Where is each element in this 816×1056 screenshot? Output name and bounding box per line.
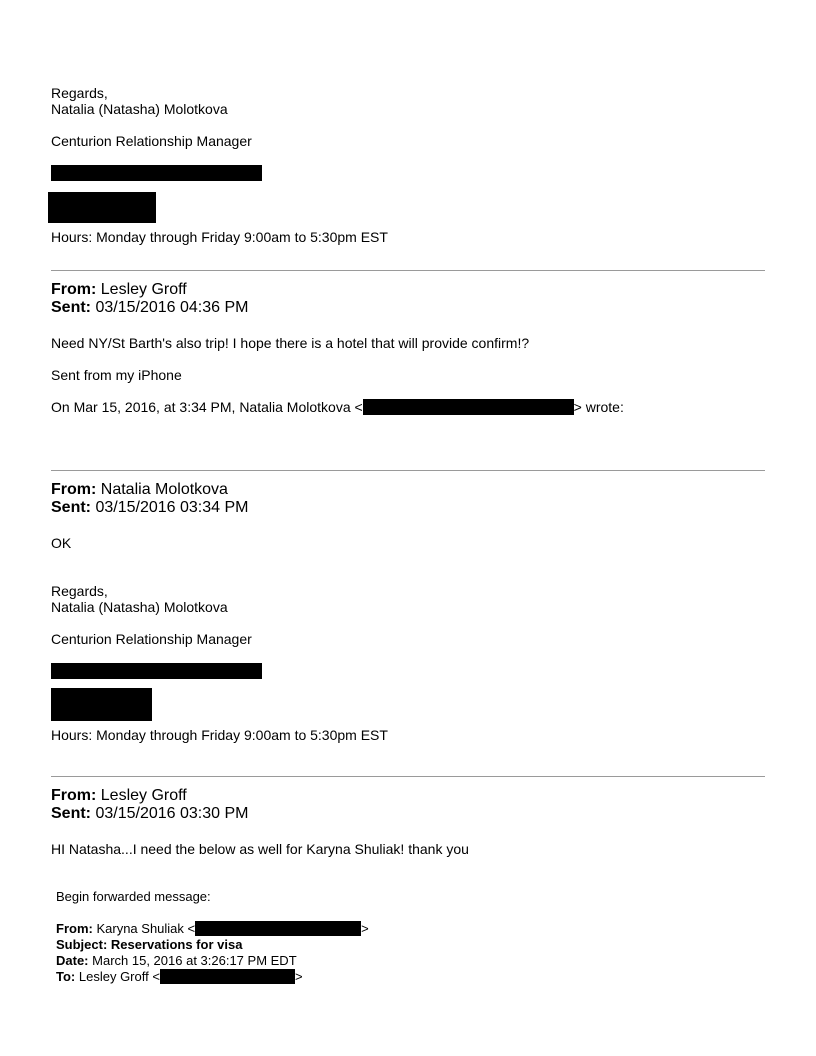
forward-to-label: To:	[56, 969, 76, 984]
forward-subject-label: Subject:	[56, 937, 108, 952]
forward-intro: Begin forwarded message:	[56, 889, 211, 904]
redaction-bar	[195, 921, 361, 936]
office-hours: Hours: Monday through Friday 9:00am to 5:30pm EST	[51, 229, 388, 245]
from-value: Lesley Groff	[100, 281, 187, 298]
redaction-bar	[363, 399, 574, 415]
quote-suffix: > wrote:	[573, 399, 624, 415]
sent-label: Sent:	[51, 299, 91, 316]
email-body: HI Natasha...I need the below as well for Karyna Shuliak! thank you	[51, 841, 469, 857]
separator-rule	[51, 470, 765, 471]
email-body: Need NY/St Barth's also trip! I hope there is a hotel that will provide confirm!?	[51, 335, 530, 351]
redaction-block	[51, 688, 152, 721]
forward-subject-line	[56, 937, 242, 952]
signature-name: Natalia (Natasha) Molotkova	[51, 599, 228, 615]
email-from-line	[51, 481, 228, 499]
forward-from-label: From:	[56, 921, 93, 936]
close-bracket: >	[361, 921, 369, 936]
close-bracket: >	[294, 969, 303, 984]
separator-rule	[51, 270, 765, 271]
forward-to-line	[56, 969, 303, 984]
sent-label: Sent:	[51, 499, 91, 516]
signature-title: Centurion Relationship Manager	[51, 133, 252, 149]
from-label: From:	[51, 481, 97, 498]
from-value: Natalia Molotkova	[100, 481, 228, 498]
from-label: From:	[51, 787, 97, 804]
forward-subject-value: Reservations for visa	[110, 937, 243, 952]
email-from-line	[51, 787, 187, 805]
email-signature-device: Sent from my iPhone	[51, 367, 182, 383]
signature-name: Natalia (Natasha) Molotkova	[51, 101, 228, 117]
sent-value: 03/15/2016 03:30 PM	[95, 805, 249, 822]
quote-prefix: On Mar 15, 2016, at 3:34 PM, Natalia Molotkova <	[51, 399, 363, 415]
office-hours: Hours: Monday through Friday 9:00am to 5:30pm EST	[51, 727, 388, 743]
email-body: OK	[51, 535, 72, 551]
forward-to-value: Lesley Groff <	[78, 969, 160, 984]
email-sent-line	[51, 805, 248, 823]
email-sent-line	[51, 499, 248, 517]
sent-label: Sent:	[51, 805, 91, 822]
separator-rule	[51, 776, 765, 777]
forward-date-label: Date:	[56, 953, 89, 968]
email-sent-line	[51, 299, 248, 317]
forward-from-value: Karyna Shuliak <	[96, 921, 196, 936]
redaction-bar	[51, 165, 262, 181]
sent-value: 03/15/2016 04:36 PM	[95, 299, 249, 316]
forward-date-line	[56, 953, 297, 968]
sent-value: 03/15/2016 03:34 PM	[95, 499, 249, 516]
redaction-block	[48, 192, 156, 223]
regards-text: Regards,	[51, 85, 108, 101]
forward-from-line	[56, 921, 369, 936]
quote-header	[51, 399, 624, 415]
signature-title: Centurion Relationship Manager	[51, 631, 252, 647]
email-from-line	[51, 281, 187, 299]
regards-text: Regards,	[51, 583, 108, 599]
redaction-bar	[160, 969, 295, 984]
redaction-bar	[51, 663, 262, 679]
from-value: Lesley Groff	[100, 787, 187, 804]
forward-date-value: March 15, 2016 at 3:26:17 PM EDT	[92, 953, 297, 968]
from-label: From:	[51, 281, 97, 298]
